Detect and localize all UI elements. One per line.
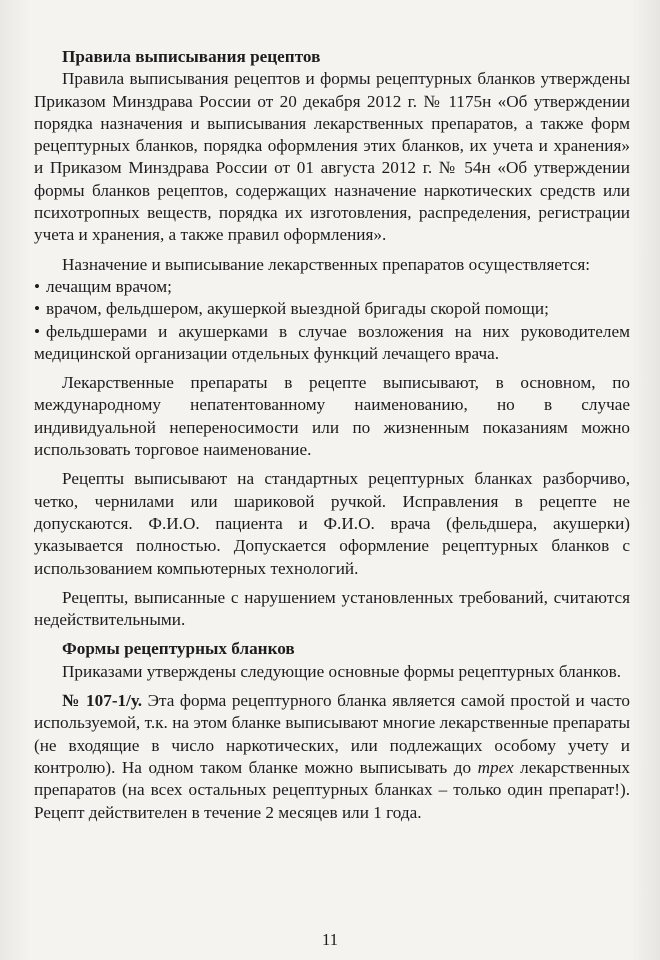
bullet-item: • лечащим врачом;: [34, 276, 630, 298]
bullet-dot-icon: •: [34, 276, 41, 296]
page-number: 11: [321, 930, 339, 949]
page-text: [34, 46, 630, 831]
paragraph-writing-rules: Рецепты выписывают на стандартных рецептурных бланках разборчиво, четко, чернилами или шариковой ручкой. Исправления в рецепте не допускаются. Ф.И.О. пациента и Ф.И.О. врача (фельдшера, акушерки) указывается полностью. Допускается оформление рецептурных бланков с использованием компьютерных технологий.: [34, 469, 630, 578]
paragraph-prescribers-intro: Назначение и выписывание лекарственных препаратов осуществляется:: [62, 254, 591, 274]
bullet-dot-icon: •: [34, 299, 41, 319]
form-number-label: № 107-1/у.: [62, 691, 143, 711]
bullet-item: • врачом, фельдшером, акушеркой выездной бригады скорой помощи;: [34, 298, 630, 320]
paragraph-rules-intro: Правила выписывания рецептов и формы рецептурных бланков утверждены Приказом Минздрава России от 20 декабря 2012 г. № 1175н «Об утверждении порядка назначения и выписывания лекарственных препаратов, а также форм рецептурных бланков, порядка оформления этих бланков, их учета и хранения» и Приказом Минздрава России от 01 августа 2012 г. № 54н «Об утверждении формы бланков рецептов, содержащих назначение наркотических средств или психотропных веществ, порядка их изготовления, распределения, регистрации учета и хранения, а также правил оформления».: [34, 69, 630, 245]
emphasis-text: трех: [477, 757, 514, 777]
paragraph-forms-intro: Приказами утверждены следующие основные формы рецептурных бланков.: [62, 661, 622, 681]
section-heading-rules: Правила выписывания рецептов: [62, 47, 321, 66]
section-heading-forms: Формы рецептурных бланков: [62, 639, 295, 659]
bullet-dot-icon: •: [34, 321, 41, 341]
paragraph-drug-names: Лекарственные препараты в рецепте выписывают, в основном, по международному непатентованному наименованию, но в случае индивидуальной непереносимости или по жизненным показаниям можно использовать торговое наименование.: [34, 373, 630, 460]
paragraph-invalid-prescriptions: Рецепты, выписанные с нарушением установленных требований, считаются недействительными.: [34, 587, 630, 630]
bullet-item: • фельдшерами и акушерками в случае возложения на них руководителем медицинской организации отдельных функций лечащего врача.: [34, 321, 630, 363]
paragraph-form-107: № 107-1/у. Эта форма рецептурного бланка является самой простой и часто используемой, т.к. на этом бланке выписывают многие лекарственные препараты (не входящие в число наркотических, или подлежащих особому учету и контролю). На одном таком бланке можно выписывать до трех лекарственных препаратов (на всех остальных рецептурных бланках – только один препарат!). Рецепт действителен в течение 2 месяцев или 1 года.: [34, 691, 631, 822]
